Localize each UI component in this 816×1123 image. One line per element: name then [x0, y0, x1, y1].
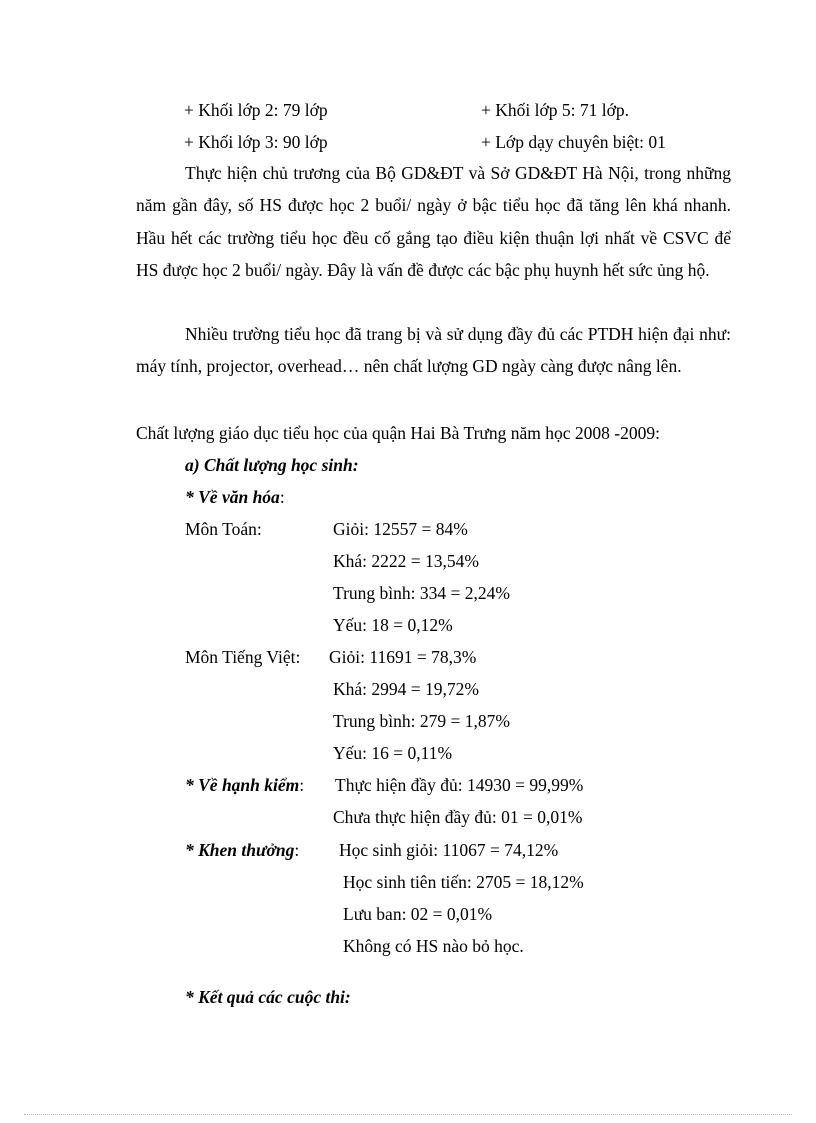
awards-heading: * Khen thưởng: [185, 840, 300, 860]
quality-intro-line: Chất lượng giáo dục tiểu học của quận Hai Bà Trưng năm học 2008 -2009: [136, 423, 660, 443]
culture-heading: * Về văn hóa: [185, 487, 285, 507]
paragraph-two-sessions: Thực hiện chủ trương của Bộ GD&ĐT và Sở GD&ĐT Hà Nội, trong những năm gần đây, số HS được học 2 buổi/ ngày ở bậc tiểu học đã tăng lên khá nhanh. Hầu hết các trường tiểu học đều cố gắng tạo điều kiện thuận lợi nhất về CSVC để HS được học 2 buổi/ ngày. Đây là vấn đề được các bậc phụ huynh hết sức ủng hộ. [136, 163, 731, 281]
math-average: Trung bình: 334 = 2,24% [333, 583, 510, 603]
page-footer-divider [24, 1114, 792, 1115]
math-good: Khá: 2222 = 13,54% [333, 551, 479, 571]
conduct-complete: Thực hiện đầy đủ: 14930 = 99,99% [335, 775, 584, 795]
conduct-incomplete: Chưa thực hiện đầy đủ: 01 = 0,01% [333, 807, 583, 827]
vietnamese-weak: Yếu: 16 = 0,11% [333, 743, 453, 763]
grade-list-right-2: + Lớp dạy chuyên biệt: 01 [481, 132, 666, 152]
contests-heading: * Kết quả các cuộc thi: [185, 987, 351, 1007]
grade-list-left-1: + Khối lớp 2: 79 lớp [184, 100, 328, 120]
paragraph-equipment: Nhiều trường tiểu học đã trang bị và sử dụng đầy đủ các PTDH hiện đại như: máy tính, projector, overhead… nên chất lượng GD ngày càng được nâng lên. [136, 324, 731, 377]
awards-repeaters: Lưu ban: 02 = 0,01% [343, 904, 493, 924]
vietnamese-subject-label: Môn Tiếng Việt: [185, 647, 301, 667]
awards-excellent-students: Học sinh giỏi: 11067 = 74,12% [339, 840, 559, 860]
grade-list-right-1: + Khối lớp 5: 71 lớp. [481, 100, 629, 120]
awards-no-dropouts: Không có HS nào bỏ học. [343, 936, 524, 956]
grade-list-left-2: + Khối lớp 3: 90 lớp [184, 132, 328, 152]
vietnamese-average: Trung bình: 279 = 1,87% [333, 711, 510, 731]
vietnamese-good: Khá: 2994 = 19,72% [333, 679, 479, 699]
math-subject-label: Môn Toán: [185, 519, 262, 539]
math-excellent: Giỏi: 12557 = 84% [333, 519, 468, 539]
vietnamese-excellent: Giỏi: 11691 = 78,3% [329, 647, 477, 667]
awards-advanced-students: Học sinh tiên tiến: 2705 = 18,12% [343, 872, 584, 892]
conduct-heading: * Về hạnh kiểm: [185, 775, 305, 795]
math-weak: Yếu: 18 = 0,12% [333, 615, 453, 635]
section-a-heading: a) Chất lượng học sinh: [185, 455, 359, 475]
